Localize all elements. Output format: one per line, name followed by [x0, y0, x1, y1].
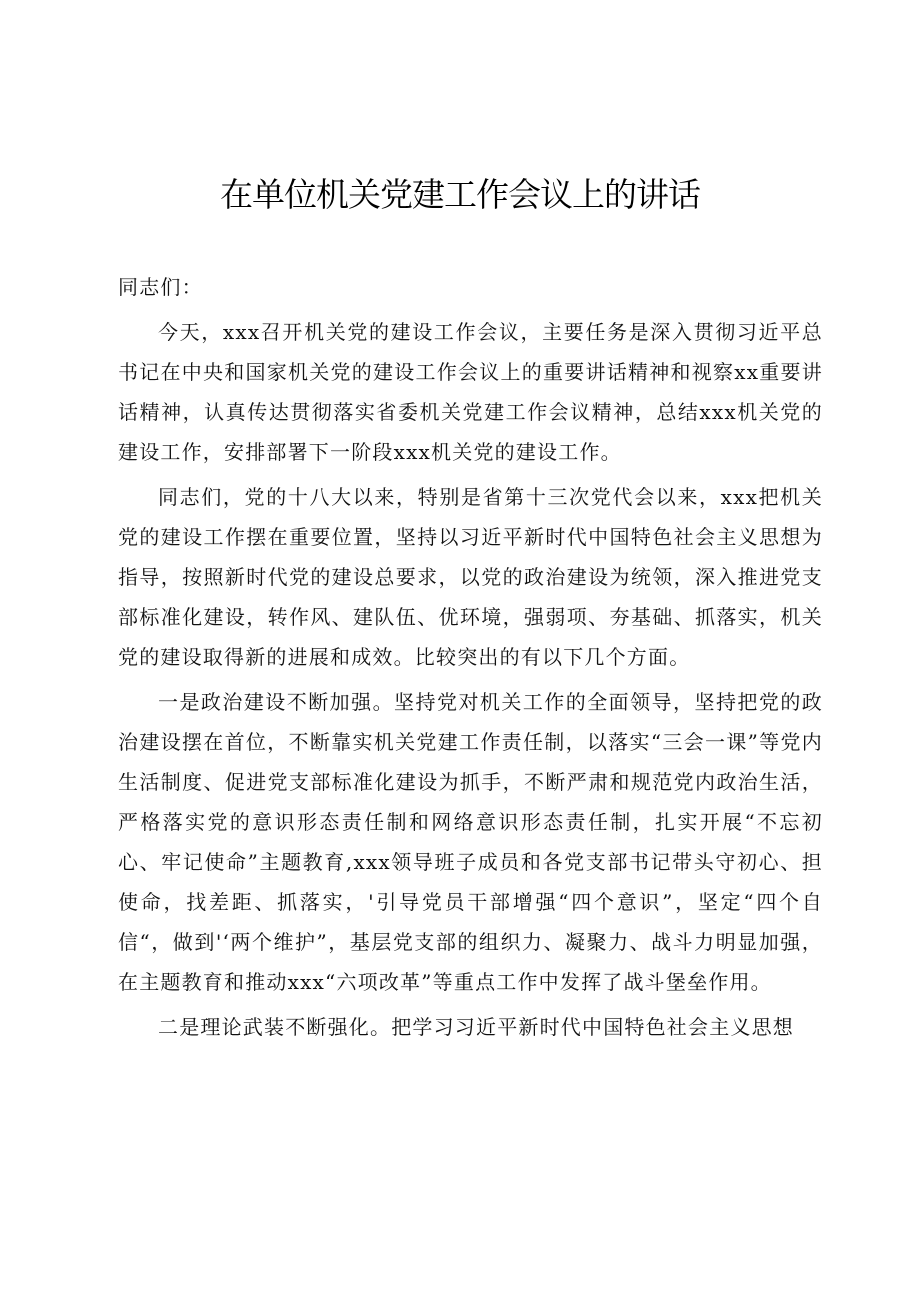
- document-body: [118, 267, 823, 1052]
- document-title: 在单位机关党建工作会议上的讲话: [220, 175, 700, 214]
- paragraph-overview: 同志们，党的十八大以来，特别是省第十三次党代会以来，xxx把机关党的建设工作摆在重要位置，坚持以习近平新时代中国特色社会主义思想为指导，按照新时代党的建设总要求，以党的政治建设为统领，深入推进党支部标准化建设，转作风、建队伍、优环境，强弱项、夯基础、抓落实，机关党的建设取得新的进展和成效。比较突出的有以下几个方面。: [118, 485, 823, 669]
- paragraph-political-construction: 一是政治建设不断加强。坚持党对机关工作的全面领导，坚持把党的政治建设摆在首位，不断靠实机关党建工作责任制，以落实“三会一课”等党内生活制度、促进党支部标准化建设为抓手，不断严肃和规范党内政治生活，严格落实党的意识形态责任制和网络意识形态责任制，扎实开展“不忘初心、牢记使命”主题教育,xxx领导班子成员和各党支部书记带头守初心、担使命，找差距、抓落实，'引导党员干部增强“四个意识”，坚定“四个自信“，做到'‘两个维护”，基层党支部的组织力、凝聚力、战斗力明显加强，在主题教育和推动xxx“六项改革”等重点工作中发挥了战斗堡垒作用。: [118, 690, 823, 994]
- paragraph-theory-study: 二是理论武装不断强化。把学习习近平新时代中国特色社会主义思想: [158, 1015, 794, 1039]
- paragraph-opening: 今天，xxx召开机关党的建设工作会议，主要任务是深入贯彻习近平总书记在中央和国家机关党的建设工作会议上的重要讲话精神和视察xx重要讲话精神，认真传达贯彻落实省委机关党建工作会议精神，总结xxx机关党的建设工作，安排部署下一阶段xxx机关党的建设工作。: [118, 320, 823, 464]
- salutation: 同志们：: [118, 275, 203, 299]
